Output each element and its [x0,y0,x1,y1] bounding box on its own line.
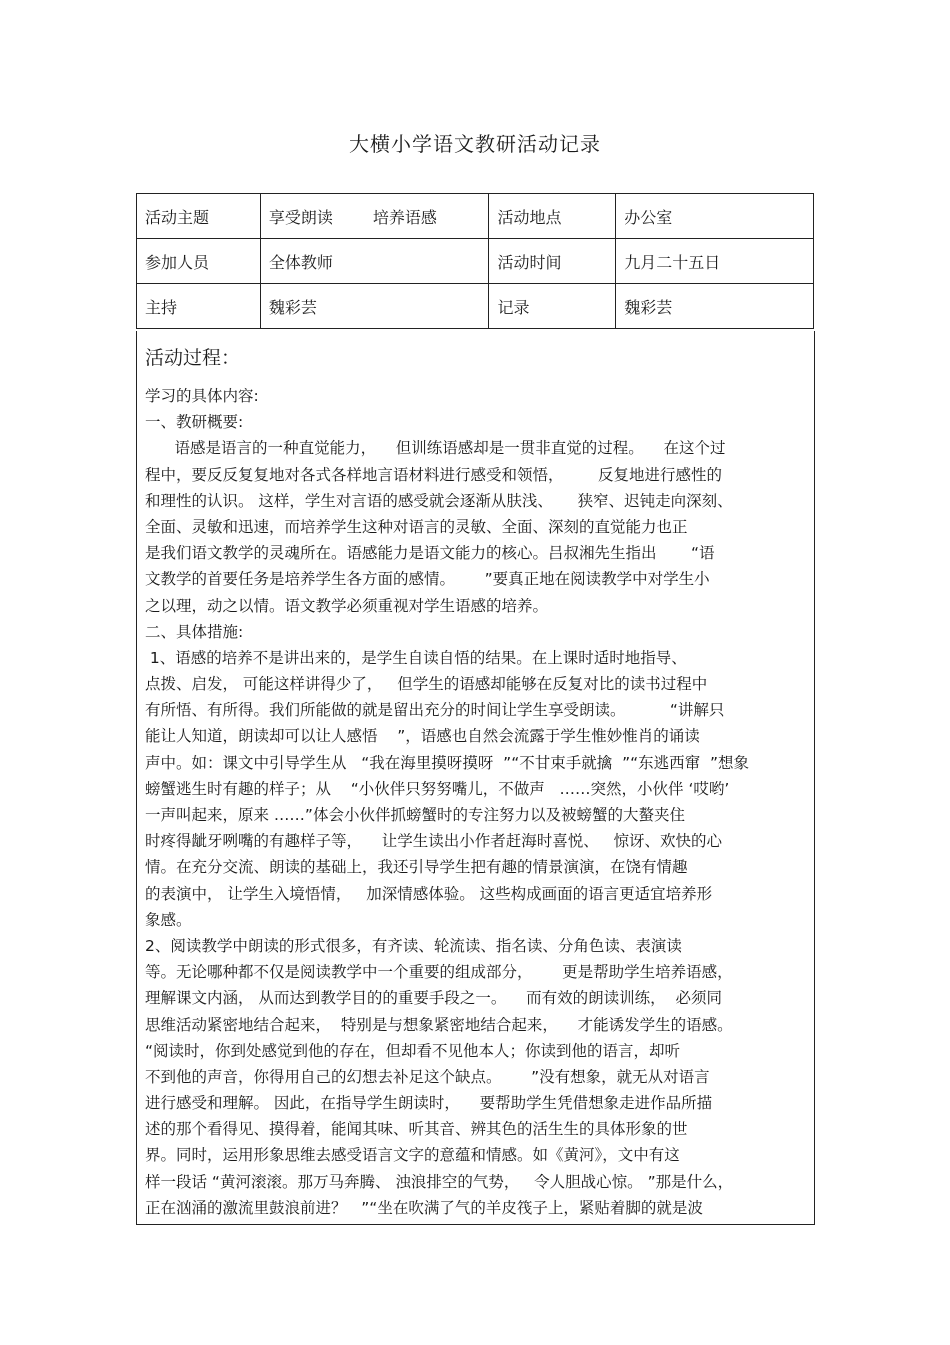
value-topic-part2: 培养语感 [372,207,437,227]
text-line: 界。同时，运用形象思维去感受语言文字的意蕴和情感。如《黄河》，文中有这 [145,1146,680,1165]
value-location: 办公室 [616,194,814,239]
page-title: 大横小学语文教研活动记录 [349,132,601,156]
text-line: 二、具体措施: [145,622,244,641]
text-line: 不到他的声音，你得用自己的幻想去补足这个缺点。 ”没有想象，就无从对语言 [145,1067,710,1086]
process-heading: 活动过程： [145,347,241,369]
label-topic: 活动主题 [137,194,261,239]
label-participants: 参加人员 [137,239,261,284]
text-line: 一、教研概要: [145,413,244,432]
text-line: 之以理，动之以情。语文教学必须重视对学生语感的培养。 [145,596,549,615]
text-line: 理解课文内涵， 从而达到教学目的的重要手段之一。 而有效的朗读训练， 必须同 [145,989,722,1008]
process-section [136,331,815,1225]
value-topic-part1: 享受朗读 [268,207,333,227]
text-line: 述的那个看得见、摸得着，能闻其味、听其音、辨其色的活生生的具体形象的世 [145,1120,688,1139]
text-line: 时疼得龇牙咧嘴的有趣样子等， 让学生读出小作者赶海时喜悦、 惊讶、欢快的心 [145,832,722,851]
text-line: 全面、灵敏和迅速，而培养学生这种对语言的灵敏、全面、深刻的直觉能力也正 [145,517,688,536]
text-line: 程中，要反反复复地对各式各样地言语材料进行感受和领悟， 反复地进行感性的 [145,465,722,484]
label-time: 活动时间 [489,239,616,284]
value-time: 九月二十五日 [616,239,814,284]
text-line: 思维活动紧密地结合起来， 特别是与想象紧密地结合起来， 才能诱发学生的语感。 [145,1015,733,1034]
label-recorder: 记录 [489,284,616,329]
table-row [137,239,814,284]
table-row [137,194,814,239]
value-host: 魏彩芸 [260,284,489,329]
text-line: 2、阅读教学中朗读的形式很多，有齐读、轮流读、指名读、分角色读、表演读 [145,936,682,955]
text-line: 样一段话 “黄河滚滚。那万马奔腾、 浊浪排空的气势， 令人胆战心惊。 ”那是什么， [145,1172,734,1191]
info-table [136,193,814,329]
text-line: 和理性的认识。 这样，学生对言语的感受就会逐渐从肤浅、 狭窄、迟钝走向深刻、 [145,491,733,510]
label-host: 主持 [137,284,261,329]
text-line: 情。在充分交流、朗读的基础上，我还引导学生把有趣的情景演演，在饶有情趣 [145,858,688,877]
text-line: 语感是语言的一种直觉能力， 但训练语感却是一贯非直觉的过程。 在这个过 [145,439,726,458]
text-line: 螃蟹逃生时有趣的样子；从 “小伙伴只努努嘴儿，不做声 ……突然，小伙伴 ‘哎哟’ [145,779,730,798]
process-body [145,383,807,1221]
text-line: 进行感受和理解。 因此，在指导学生朗读时， 要帮助学生凭借想象走进作品所描 [145,1094,713,1113]
text-line: 的表演中， 让学生入境悟情， 加深情感体验。 这些构成画面的语言更适宜培养形 [145,884,713,903]
text-line: 是我们语文教学的灵魂所在。语感能力是语文能力的核心。吕叔湘先生指出 “语 [145,544,715,563]
text-line: 文教学的首要任务是培养学生各方面的感情。 ”要真正地在阅读教学中对学生小 [145,570,710,589]
text-line: “阅读时，你到处感觉到他的存在，但却看不见他本人；你读到他的语言，却听 [145,1041,681,1060]
value-topic [260,194,489,239]
text-line: 1、语感的培养不是讲出来的，是学生自读自悟的结果。在上课时适时地指导、 [145,648,687,667]
label-location: 活动地点 [489,194,616,239]
text-line: 正在汹涌的激流里鼓浪前进？ ”“坐在吹满了气的羊皮筏子上，紧贴着脚的就是波 [145,1198,703,1217]
text-line: 学习的具体内容: [145,387,259,405]
text-line: 有所悟、有所得。我们所能做的就是留出充分的时间让学生享受朗读。 “讲解只 [145,701,725,720]
text-line: 能让人知道，朗读却可以让人感悟 ”，语感也自然会流露于学生惟妙惟肖的诵读 [145,727,700,746]
text-line: 声中。如：课文中引导学生从 “我在海里摸呀摸呀 ”“不甘束手就擒 ”“东逃西窜 ”想象 [145,753,750,772]
text-line: 一声叫起来，原来 ……”体会小伙伴抓螃蟹时的专注努力以及被螃蟹的大螯夹住 [145,806,685,824]
value-recorder: 魏彩芸 [616,284,814,329]
text-line: 点拨、启发， 可能这样讲得少了， 但学生的语感却能够在反复对比的读书过程中 [145,675,708,694]
table-row [137,284,814,329]
text-line: 等。无论哪种都不仅是阅读教学中一个重要的组成部分， 更是帮助学生培养语感， [145,963,733,982]
value-participants: 全体教师 [260,239,489,284]
text-line: 象感。 [145,910,192,929]
